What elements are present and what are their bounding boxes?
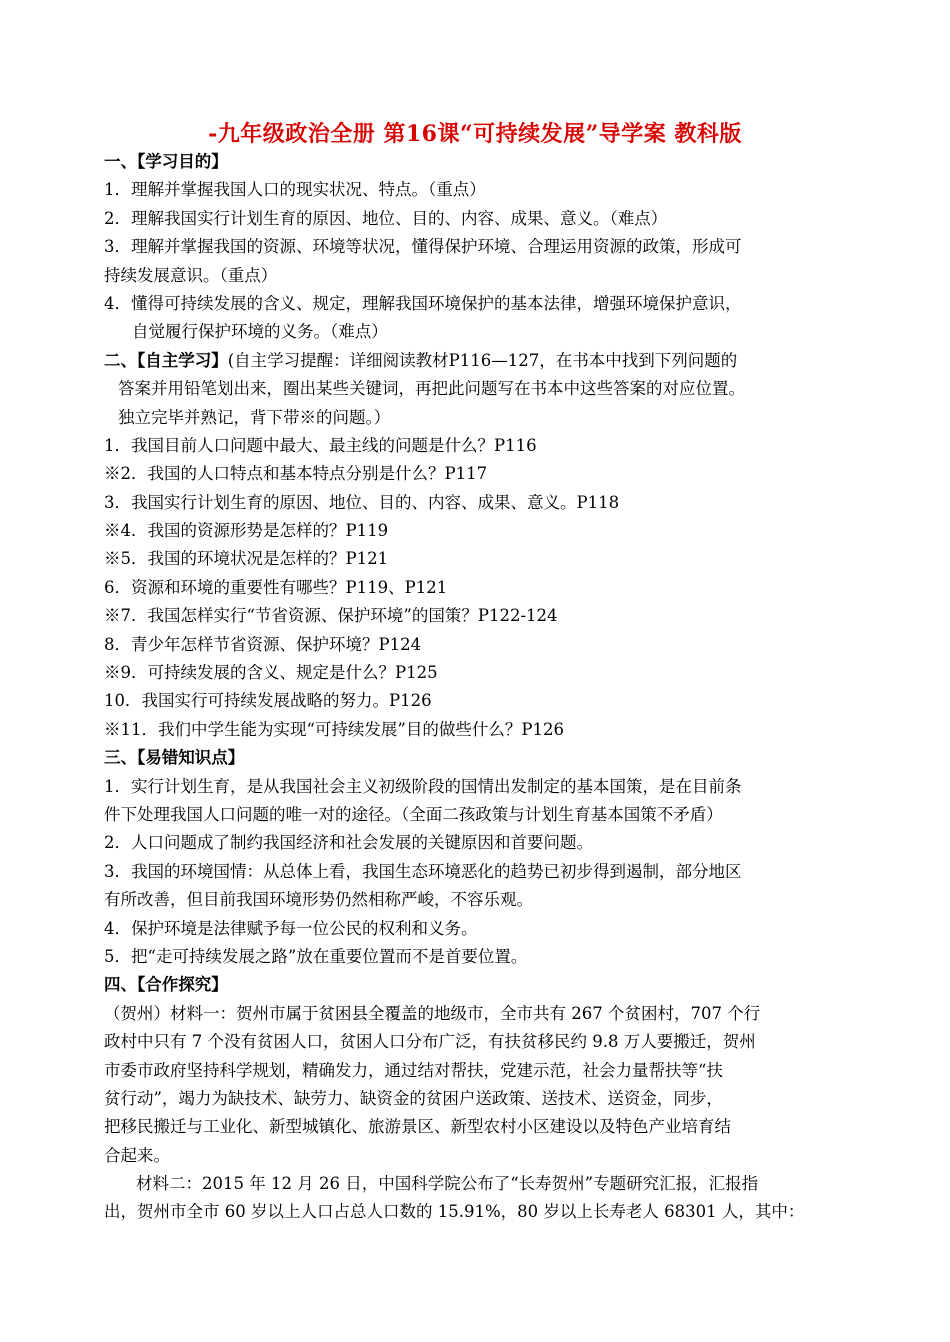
question-item: ※11．我们中学生能为实现“可持续发展”目的做些什么？P126	[104, 719, 564, 739]
question-item: ※2．我国的人口特点和基本特点分别是什么？P117	[104, 464, 488, 484]
question-item: ※9．可持续发展的含义、规定是什么？P125	[104, 663, 438, 683]
question-item: 6．资源和环境的重要性有哪些？P119、P121	[104, 577, 448, 597]
material-one-line: 把移民搬迁与工业化、新型城镇化、旅游景区、新型农村小区建设以及特色产业培育结	[104, 1117, 731, 1137]
error-point-line: 1．实行计划生育，是从我国社会主义初级阶段的国情出发制定的基本国策，是在目前条	[104, 776, 742, 796]
error-point-line: 3．我国的环境国情：从总体上看，我国生态环境恶化的趋势已初步得到遏制，部分地区	[104, 861, 742, 881]
objective-line: 4．懂得可持续发展的含义、规定，理解我国环境保护的基本法律，增强环境保护意识，	[104, 293, 742, 313]
objective-line: 持续发展意识。（重点）	[104, 265, 278, 285]
question-item: 10．我国实行可持续发展战略的努力。P126	[104, 691, 432, 711]
section-heading-error-points: 三、【易错知识点】	[104, 748, 245, 768]
material-one-line: 合起来。	[104, 1145, 170, 1165]
error-point-line: 件下处理我国人口问题的唯一对的途径。（全面二孩政策与计划生育基本国策不矛盾）	[104, 804, 723, 824]
section-heading-objectives: 一、【学习目的】	[104, 152, 228, 171]
error-point-line: 4．保护环境是法律赋予每一位公民的权利和义务。	[104, 918, 478, 938]
material-one-line: 市委市政府坚持科学规划，精确发力，通过结对帮扶，党建示范，社会力量帮扶等“扶	[104, 1060, 723, 1080]
document-title: -九年级政治全册 第16课“可持续发展”导学案 教科版	[208, 121, 742, 147]
self-study-note: 答案并用铅笔划出来，圈出某些关键词，再把此问题写在书本中这些答案的对应位置。	[118, 379, 745, 399]
section-heading-cooperative-inquiry: 四、【合作探究】	[104, 975, 228, 995]
objective-line: 自觉履行保护环境的义务。（难点）	[132, 322, 388, 342]
section-heading-self-study: 二、【自主学习】	[104, 350, 228, 370]
section-heading-row-self-study	[104, 347, 864, 375]
question-item: 8．青少年怎样节省资源、保护环境？P124	[104, 634, 422, 654]
document-body	[104, 148, 864, 1227]
material-one-line: 政村中只有 7 个没有贫困人口，贫困人口分布广泛，有扶贫移民约 9.8 万人要搬迁，贺州	[104, 1032, 756, 1052]
question-item: 3．我国实行计划生育的原因、地位、目的、内容、成果、意义。P118	[104, 492, 620, 512]
material-one-line: （贺州）材料一：贺州市属于贫困县全覆盖的地级市，全市共有 267 个贫困村，707 个行	[104, 1003, 761, 1023]
question-item: 1．我国目前人口问题中最大、最主线的问题是什么？P116	[104, 435, 537, 455]
material-two-line: 出，贺州市全市 60 岁以上人口占总人口数的 15.91%，80 岁以上长寿老人 68301 人，其中：	[104, 1202, 805, 1222]
objective-line: 1．理解并掌握我国人口的现实状况、特点。（重点）	[104, 180, 486, 200]
error-point-line: 有所改善，但目前我国环境形势仍然相称严峻，不容乐观。	[104, 890, 533, 910]
objective-line: 3．理解并掌握我国的资源、环境等状况，懂得保护环境、合理运用资源的政策，形成可	[104, 237, 742, 257]
self-study-note: (自主学习提醒：详细阅读教材P116—127，在书本中找到下列问题的	[227, 350, 738, 370]
question-item: ※5．我国的环境状况是怎样的？P121	[104, 549, 389, 569]
material-one-line: 贫行动”，竭力为缺技术、缺劳力、缺资金的贫困户送政策、送技术、送资金，同步，	[104, 1088, 723, 1108]
error-point-line: 2．人口问题成了制约我国经济和社会发展的关键原因和首要问题。	[104, 833, 593, 853]
error-point-line: 5．把“走可持续发展之路”放在重要位置而不是首要位置。	[104, 946, 528, 966]
question-item: ※4．我国的资源形势是怎样的？P119	[104, 521, 389, 541]
objective-line: 2．理解我国实行计划生育的原因、地位、目的、内容、成果、意义。（难点）	[104, 208, 668, 228]
self-study-note: 独立完毕并熟记，背下带※的问题。）	[118, 407, 391, 427]
question-item: ※7．我国怎样实行“节省资源、保护环境”的国策？P122-124	[104, 606, 558, 626]
material-two-line: 材料二：2015 年 12 月 26 日，中国科学院公布了“长寿贺州”专题研究汇报，汇报指	[136, 1174, 759, 1194]
